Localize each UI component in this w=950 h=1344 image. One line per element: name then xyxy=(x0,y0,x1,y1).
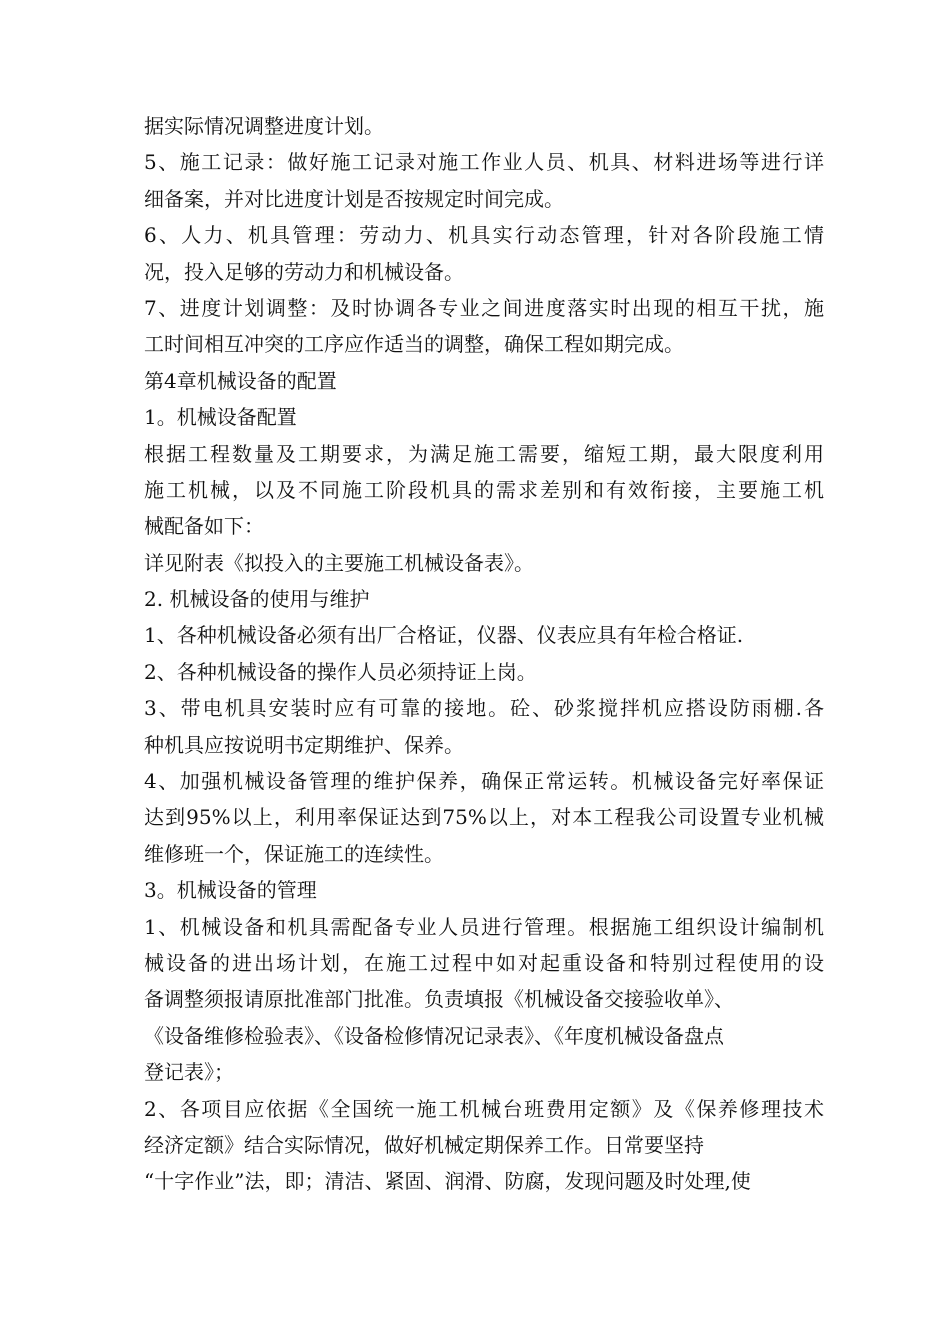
text-line: 械配备如下： xyxy=(144,514,264,539)
text-line: 1、机械设备和机具需配备专业人员进行管理。根据施工组织设计编制机 xyxy=(144,914,824,939)
text-line: 种机具应按说明书定期维护、保养。 xyxy=(144,732,464,757)
subsection-heading: 3。机械设备的管理 xyxy=(144,878,317,903)
text-line: 3、带电机具安装时应有可靠的接地。砼、砂浆搅拌机应搭设防雨棚.各 xyxy=(144,696,824,721)
text-line: 7、进度计划调整：及时协调各专业之间进度落实时出现的相互干扰，施 xyxy=(144,295,824,320)
text-line: 1、各种机械设备必须有出厂合格证，仪器、仪表应具有年检合格证. xyxy=(144,623,744,648)
text-line: 备调整须报请原批准部门批准。负责填报《机械设备交接验收单》、 xyxy=(144,987,734,1012)
text-line: 详见附表《拟投入的主要施工机械设备表》。 xyxy=(144,550,534,575)
text-line: 况，投入足够的劳动力和机械设备。 xyxy=(144,259,464,284)
subsection-heading: 1。机械设备配置 xyxy=(144,405,297,430)
text-line: 工时间相互冲突的工序应作适当的调整，确保工程如期完成。 xyxy=(144,332,684,357)
text-line: 械设备的进出场计划，在施工过程中如对起重设备和特别过程使用的设 xyxy=(144,950,824,975)
text-line: 施工机械，以及不同施工阶段机具的需求差别和有效衔接，主要施工机 xyxy=(144,477,824,502)
text-line: 根据工程数量及工期要求，为满足施工需要，缩短工期，最大限度利用 xyxy=(144,441,824,466)
document-body xyxy=(144,108,824,1200)
subsection-heading: 2. 机械设备的使用与维护 xyxy=(144,587,370,612)
text-line: 达到95%以上，利用率保证达到75%以上，对本工程我公司设置专业机械 xyxy=(144,805,824,830)
text-line: 细备案，并对比进度计划是否按规定时间完成。 xyxy=(144,186,564,211)
text-line: 《设备维修检验表》、《设备检修情况记录表》、《年度机械设备盘点 xyxy=(144,1023,724,1048)
text-line: 5、施工记录：做好施工记录对施工作业人员、机具、材料进场等进行详 xyxy=(144,150,824,175)
section-heading: 第4章机械设备的配置 xyxy=(144,368,337,393)
text-line: 2、各项目应依据《全国统一施工机械台班费用定额》及《保养修理技术 xyxy=(144,1096,824,1121)
text-line: 经济定额》结合实际情况，做好机械定期保养工作。日常要坚持 xyxy=(144,1132,704,1157)
text-line: 维修班一个，保证施工的连续性。 xyxy=(144,841,444,866)
text-line: 据实际情况调整进度计划。 xyxy=(144,114,384,138)
text-line: 6、人力、机具管理：劳动力、机具实行动态管理，针对各阶段施工情 xyxy=(144,223,824,248)
text-line: 登记表》； xyxy=(144,1060,234,1085)
text-line: 4、加强机械设备管理的维护保养，确保正常运转。机械设备完好率保证 xyxy=(144,769,824,794)
text-line: “十字作业”法，即；清洁、紧固、润滑、防腐，发现问题及时处理,使 xyxy=(144,1169,751,1194)
text-line: 2、各种机械设备的操作人员必须持证上岗。 xyxy=(144,659,537,684)
